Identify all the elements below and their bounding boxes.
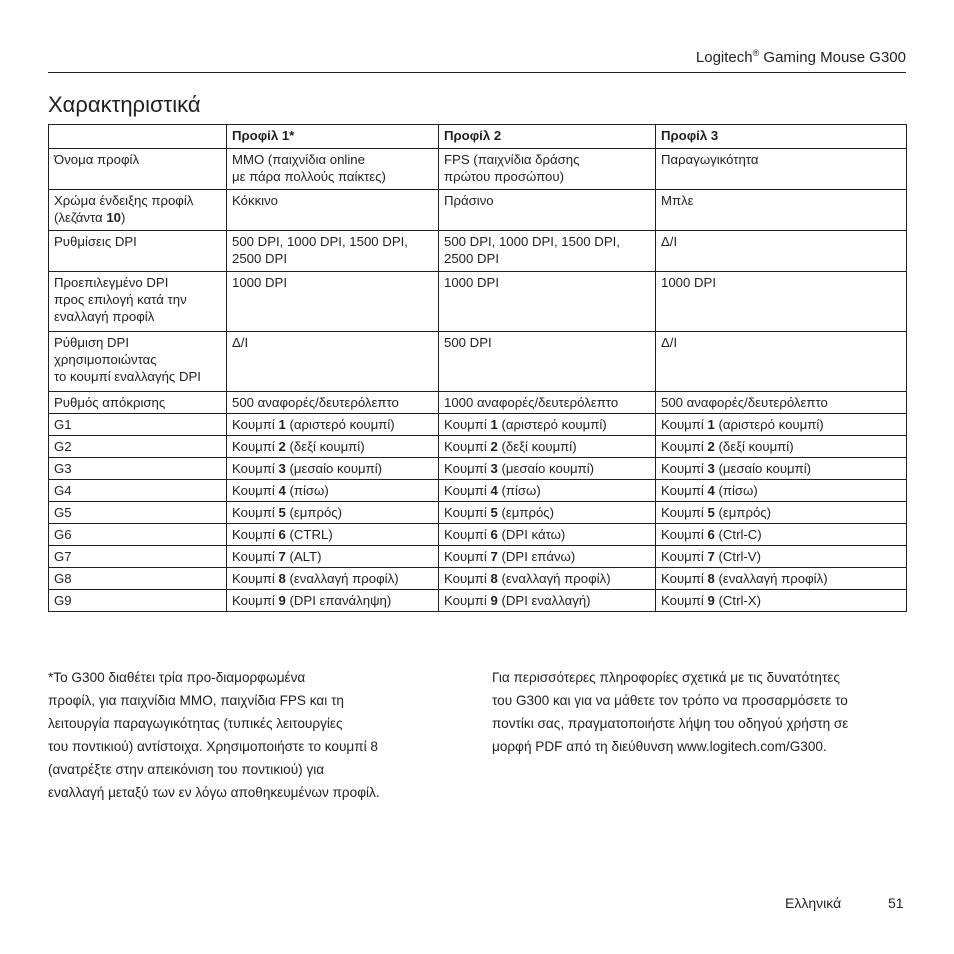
table-cell: Κουμπί 9 (Ctrl-X) <box>656 590 907 612</box>
table-cell: MMO (παιχνίδια online με πάρα πολλούς παίκτες) <box>227 149 439 190</box>
footnote-line: εναλλαγή μεταξύ των εν λόγω αποθηκευμένων προφίλ. <box>48 785 380 800</box>
table-cell: 1000 DPI <box>439 272 656 332</box>
table-row <box>49 332 907 392</box>
table-row <box>49 190 907 231</box>
table-cell: 500 αναφορές/δευτερόλεπτο <box>227 392 439 414</box>
table-cell: 1000 DPI <box>656 272 907 332</box>
table-row <box>49 546 907 568</box>
registered-mark: ® <box>752 48 760 58</box>
table-cell: Κουμπί 4 (πίσω) <box>656 480 907 502</box>
table-cell: Κουμπί 6 (Ctrl-C) <box>656 524 907 546</box>
table-cell: 1000 DPI <box>227 272 439 332</box>
table-row <box>49 458 907 480</box>
table-cell: Κουμπί 9 (DPI εναλλαγή) <box>439 590 656 612</box>
info-line: μορφή PDF από τη διεύθυνση www.logitech.com/G300. <box>492 739 827 754</box>
table-cell: 1000 αναφορές/δευτερόλεπτο <box>439 392 656 414</box>
info-line: του G300 και για να μάθετε τον τρόπο να προσαρμόσετε το <box>492 693 848 708</box>
table-cell: Κουμπί 8 (εναλλαγή προφίλ) <box>439 568 656 590</box>
profile-table <box>48 124 907 612</box>
table-cell: Κουμπί 5 (εμπρός) <box>656 502 907 524</box>
row-label-cell: G1 <box>49 414 227 436</box>
info-line: Για περισσότερες πληροφορίες σχετικά με τις δυνατότητες <box>492 670 840 685</box>
table-cell: Κουμπί 8 (εναλλαγή προφίλ) <box>656 568 907 590</box>
row-label-cell: Ρυθμός απόκρισης <box>49 392 227 414</box>
footnote-line: (ανατρέξτε στην απεικόνιση του ποντικιού) για <box>48 762 325 777</box>
table-row <box>49 568 907 590</box>
table-cell: Κουμπί 1 (αριστερό κουμπί) <box>656 414 907 436</box>
table-cell: Κουμπί 6 (CTRL) <box>227 524 439 546</box>
footnote-line: *Το G300 διαθέτει τρία προ-διαμορφωμένα <box>48 670 306 685</box>
table-cell: Κουμπί 4 (πίσω) <box>439 480 656 502</box>
table-cell: Κόκκινο <box>227 190 439 231</box>
table-cell: Κουμπί 5 (εμπρός) <box>439 502 656 524</box>
table-cell: 500 DPI, 1000 DPI, 1500 DPI, 2500 DPI <box>227 231 439 272</box>
table-cell: 500 DPI, 1000 DPI, 1500 DPI, 2500 DPI <box>439 231 656 272</box>
more-info-paragraph <box>492 666 912 758</box>
table-row <box>49 436 907 458</box>
table-cell: Κουμπί 1 (αριστερό κουμπί) <box>227 414 439 436</box>
row-label-cell: Όνομα προφίλ <box>49 149 227 190</box>
row-label-cell: G2 <box>49 436 227 458</box>
row-label-cell: G6 <box>49 524 227 546</box>
table-row <box>49 272 907 332</box>
table-cell: Παραγωγικότητα <box>656 149 907 190</box>
table-row <box>49 392 907 414</box>
row-label-cell: G7 <box>49 546 227 568</box>
table-cell: Δ/Ι <box>227 332 439 392</box>
table-cell: Κουμπί 6 (DPI κάτω) <box>439 524 656 546</box>
table-cell: Κουμπί 2 (δεξί κουμπί) <box>656 436 907 458</box>
table-cell: Κουμπί 7 (DPI επάνω) <box>439 546 656 568</box>
table-cell: Κουμπί 7 (Ctrl-V) <box>656 546 907 568</box>
row-label-cell: Χρώμα ένδειξης προφίλ (λεζάντα 10) <box>49 190 227 231</box>
table-cell: Μπλε <box>656 190 907 231</box>
table-cell: Δ/Ι <box>656 332 907 392</box>
row-label-cell: Προεπιλεγμένο DPI προς επιλογή κατά την εναλλαγή προφίλ <box>49 272 227 332</box>
row-label-cell: G8 <box>49 568 227 590</box>
header-corner-cell <box>49 125 227 149</box>
header-rule <box>48 72 906 73</box>
row-label-cell: Ρύθμιση DPI χρησιμοποιώντας το κουμπί εναλλαγής DPI <box>49 332 227 392</box>
row-label-cell: G9 <box>49 590 227 612</box>
table-row <box>49 524 907 546</box>
table-cell: 500 DPI <box>439 332 656 392</box>
table-cell: FPS (παιχνίδια δράσης πρώτου προσώπου) <box>439 149 656 190</box>
product-name: Gaming Mouse G300 <box>759 49 906 66</box>
footnote <box>48 666 443 804</box>
table-cell: Κουμπί 2 (δεξί κουμπί) <box>227 436 439 458</box>
header-cell-profile-1: Προφίλ 1* <box>227 125 439 149</box>
table-row <box>49 414 907 436</box>
row-label-cell: Ρυθμίσεις DPI <box>49 231 227 272</box>
table-row <box>49 590 907 612</box>
table-row <box>49 480 907 502</box>
table-header-row <box>49 125 907 149</box>
table-cell: Κουμπί 9 (DPI επανάληψη) <box>227 590 439 612</box>
footnote-line: του ποντικιού) αντίστοιχα. Χρησιμοποιήστε το κουμπί 8 <box>48 739 378 754</box>
row-label-cell: G4 <box>49 480 227 502</box>
header-cell-profile-3: Προφίλ 3 <box>656 125 907 149</box>
footer-language: Ελληνικά <box>785 895 842 911</box>
row-label-cell: G3 <box>49 458 227 480</box>
table-cell: Κουμπί 7 (ALT) <box>227 546 439 568</box>
table-row <box>49 231 907 272</box>
table-cell: Δ/Ι <box>656 231 907 272</box>
running-header <box>696 48 906 66</box>
table-cell: Κουμπί 3 (μεσαίο κουμπί) <box>439 458 656 480</box>
table-cell: Κουμπί 5 (εμπρός) <box>227 502 439 524</box>
table-cell: Κουμπί 8 (εναλλαγή προφίλ) <box>227 568 439 590</box>
table-cell: Πράσινο <box>439 190 656 231</box>
info-line: ποντίκι σας, πραγματοποιήστε λήψη του οδηγού χρήστη σε <box>492 716 849 731</box>
table-cell: Κουμπί 1 (αριστερό κουμπί) <box>439 414 656 436</box>
table-row <box>49 149 907 190</box>
table-cell: Κουμπί 3 (μεσαίο κουμπί) <box>227 458 439 480</box>
table-cell: Κουμπί 2 (δεξί κουμπί) <box>439 436 656 458</box>
table-cell: Κουμπί 3 (μεσαίο κουμπί) <box>656 458 907 480</box>
footnote-line: προφίλ, για παιχνίδια MMO, παιχνίδια FPS και τη <box>48 693 344 708</box>
table-row <box>49 502 907 524</box>
page-number: 51 <box>888 895 904 911</box>
footnote-line: λειτουργία παραγωγικότητας (τυπικές λειτουργίες <box>48 716 343 731</box>
table-cell: 500 αναφορές/δευτερόλεπτο <box>656 392 907 414</box>
brand-name: Logitech <box>695 49 753 66</box>
table-cell: Κουμπί 4 (πίσω) <box>227 480 439 502</box>
page-title: Χαρακτηριστικά <box>48 92 201 117</box>
row-label-cell: G5 <box>49 502 227 524</box>
header-cell-profile-2: Προφίλ 2 <box>439 125 656 149</box>
